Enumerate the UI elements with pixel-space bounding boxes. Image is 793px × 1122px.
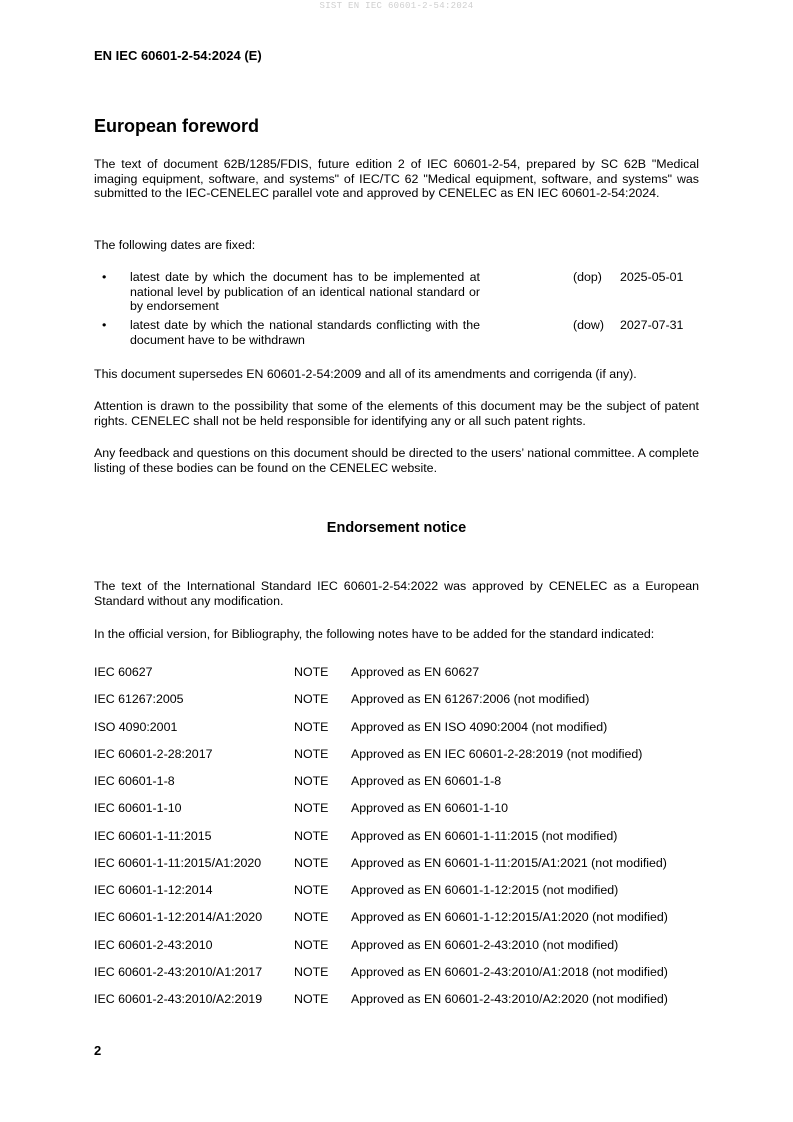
foreword-paragraph-2: The following dates are fixed: [94,238,256,252]
bullet-icon: • [102,318,107,332]
note-label: NOTE [294,719,329,734]
note-label: NOTE [294,937,329,952]
note-text: Approved as EN 60601-1-11:2015 (not modified) [351,828,618,843]
bullet-text-dow: latest date by which the national standards conflicting with the document have to be withdrawn [130,318,480,347]
note-text: Approved as EN 60601-1-12:2015 (not modified) [351,883,619,897]
foreword-paragraph-4: Attention is drawn to the possibility that some of the elements of this document may be the subject of patent rights. CENELEC shall not be held responsible for identifying any or all such patent rights. [94,399,699,428]
note-reference: IEC 60601-2-43:2010/A1:2017 [94,964,263,979]
note-label: NOTE [294,665,329,679]
note-text: Approved as EN 60601-1-11:2015/A1:2021 (not modified) [351,855,667,870]
note-reference: IEC 60601-2-28:2017 [94,746,213,761]
note-label: NOTE [294,828,329,843]
foreword-paragraph-5: Any feedback and questions on this document should be directed to the users’ national committee. A complete listing of these bodies can be found on the CENELEC website. [94,446,699,475]
foreword-paragraph-3: This document supersedes EN 60601-2-54:2009 and all of its amendments and corrigenda (if any). [94,367,637,381]
document-id-header: EN IEC 60601-2-54:2024 (E) [94,48,262,63]
bullet-date-dop: 2025-05-01 [620,270,684,284]
page-title: European foreword [94,116,260,136]
note-reference: IEC 60601-1-12:2014 [94,883,213,897]
endorsement-paragraph-1: The text of the International Standard IEC 60601-2-54:2022 was approved by CENELEC as a European Standard without any modification. [94,579,699,608]
note-text: Approved as EN 60601-1-10 [351,801,509,816]
note-label: NOTE [294,692,329,707]
section-title: Endorsement notice [326,520,467,536]
note-text: Approved as EN 60601-1-12:2015/A1:2020 (not modified) [351,910,668,925]
bullet-code-dop: (dop) [573,270,602,284]
note-reference: ISO 4090:2001 [94,719,178,734]
note-label: NOTE [294,746,329,761]
page-number: 2 [94,1043,102,1058]
bullet-code-dow: (dow) [573,318,604,332]
note-label: NOTE [294,855,329,870]
note-reference: IEC 60601-1-11:2015/A1:2020 [94,855,262,870]
note-label: NOTE [294,801,329,816]
note-label: NOTE [294,774,329,788]
note-label: NOTE [294,964,329,979]
foreword-paragraph-1: The text of document 62B/1285/FDIS, future edition 2 of IEC 60601-2-54, prepared by SC 62B "Medical imaging equipment, software, and systems" of IEC/TC 62 "Medical equipment, software, and systems" was submitted to the IEC-CENELEC parallel vote and approved by CENELEC as EN IEC 60601-2-54:2024. [94,157,699,201]
endorsement-paragraph-2: In the official version, for Bibliography, the following notes have to be added for the standard indicated: [94,627,655,641]
note-text: Approved as EN 61267:2006 (not modified) [351,692,590,707]
note-text: Approved as EN 60627 [351,665,480,679]
note-reference: IEC 60601-1-8 [94,774,175,788]
note-reference: IEC 60601-2-43:2010/A2:2019 [94,992,263,1006]
bullet-icon: • [102,270,107,284]
note-reference: IEC 61267:2005 [94,692,184,707]
note-text: Approved as EN 60601-2-43:2010 (not modified) [351,937,619,952]
note-label: NOTE [294,910,329,925]
note-label: NOTE [294,883,329,897]
note-reference: IEC 60601-1-12:2014/A1:2020 [94,910,263,925]
watermark: SIST EN IEC 60601-2-54:2024 [319,1,474,11]
bullet-date-dow: 2027-07-31 [620,318,684,332]
note-text: Approved as EN 60601-2-43:2010/A2:2020 (not modified) [351,992,668,1006]
note-label: NOTE [294,992,329,1006]
note-text: Approved as EN 60601-1-8 [351,774,502,788]
note-text: Approved as EN ISO 4090:2004 (not modified) [351,719,608,734]
note-text: Approved as EN IEC 60601-2-28:2019 (not modified) [351,746,643,761]
note-reference: IEC 60627 [94,665,153,679]
note-reference: IEC 60601-2-43:2010 [94,937,213,952]
note-reference: IEC 60601-1-11:2015 [94,828,212,843]
bullet-text-dop: latest date by which the document has to be implemented at national level by publication of an identical national standard or by endorsement [130,270,480,314]
note-reference: IEC 60601-1-10 [94,801,182,816]
note-text: Approved as EN 60601-2-43:2010/A1:2018 (not modified) [351,964,668,979]
